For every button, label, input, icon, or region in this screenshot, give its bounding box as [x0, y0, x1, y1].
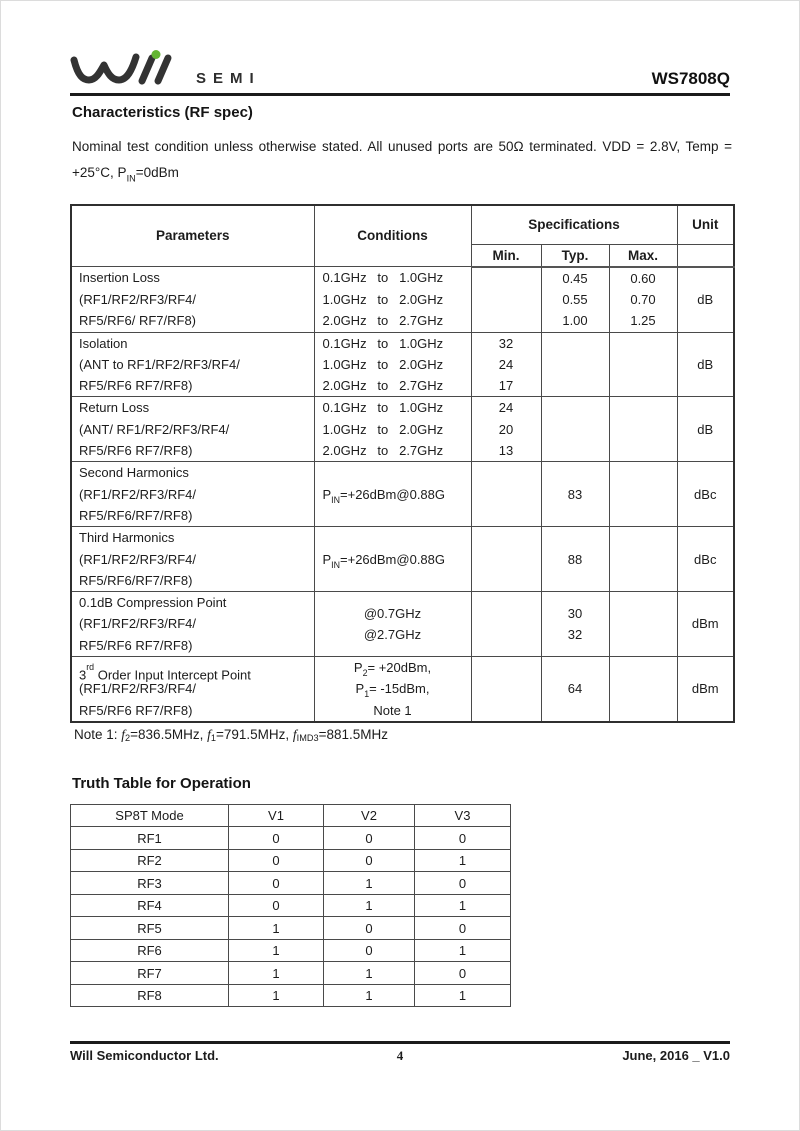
conditions-cell — [314, 527, 471, 592]
mode-cell: RF4 — [71, 894, 229, 917]
truth-table — [70, 804, 511, 1008]
v-cell: 1 — [415, 849, 511, 872]
cell-line: 2.0GHz to 2.7GHz — [322, 378, 444, 394]
spec-row — [71, 657, 734, 722]
text-segment: IMD3 — [296, 732, 319, 743]
text-segment: =+26dBm@0.88G — [340, 551, 445, 567]
logo-semi-text: SEMI — [196, 70, 261, 87]
cell-line: 1.0GHz to 2.0GHz — [322, 356, 444, 372]
parameter-cell — [71, 527, 314, 592]
v-cell: 0 — [324, 827, 415, 850]
unit-cell — [677, 527, 734, 592]
mode-cell: RF5 — [71, 917, 229, 940]
cell-line — [315, 678, 471, 699]
mode-cell: RF8 — [71, 984, 229, 1007]
cell-line: dBc — [694, 551, 717, 567]
min-cell — [471, 267, 541, 332]
cell-line: 0.1dB Compression Point — [79, 595, 227, 611]
cell-line: 32 — [567, 627, 583, 643]
v-cell: 0 — [415, 872, 511, 895]
part-number: WS7808Q — [651, 69, 730, 88]
cell-line: Isolation — [79, 335, 128, 351]
cell-line: RF5/RF6 RF7/RF8) — [79, 702, 193, 718]
cell-line — [315, 549, 471, 570]
v-cell: 1 — [229, 962, 324, 985]
v-cell: 0 — [229, 849, 324, 872]
cell-line: (RF1/RF2/RF3/RF4/ — [79, 486, 197, 502]
spec-table-head — [71, 205, 734, 267]
max-cell — [609, 397, 677, 462]
cell-line: 1.00 — [562, 313, 588, 329]
page-header — [70, 0, 730, 90]
cell-line: 0.60 — [630, 270, 656, 286]
cell-line: 0.70 — [630, 291, 656, 307]
cell-line: Second Harmonics — [79, 465, 189, 481]
spec-row — [71, 332, 734, 397]
spec-row — [71, 397, 734, 462]
cell-line: 0.1GHz to 1.0GHz — [322, 335, 444, 351]
typ-cell — [541, 462, 609, 527]
footer-company: Will Semiconductor Ltd. — [70, 1048, 219, 1063]
mode-cell: RF2 — [71, 849, 229, 872]
cell-line: 2.0GHz to 2.7GHz — [322, 313, 444, 329]
note-1 — [74, 727, 730, 743]
text-segment: P — [353, 660, 363, 676]
conditions-cell — [314, 657, 471, 722]
parameter-cell — [71, 332, 314, 397]
text-segment: = +20dBm, — [367, 660, 432, 676]
text-segment: 1 — [364, 689, 370, 700]
typ-cell — [541, 592, 609, 657]
cell-line: (RF1/RF2/RF3/RF4/ — [79, 681, 197, 697]
cell-line: 1.25 — [630, 313, 656, 329]
cell-line — [315, 484, 471, 505]
v-cell: 0 — [229, 894, 324, 917]
truth-table-head — [71, 804, 511, 827]
v-cell: 1 — [324, 984, 415, 1007]
cell-line: 0.1GHz to 1.0GHz — [322, 270, 444, 286]
cell-line: @0.7GHz — [363, 605, 422, 621]
cell-line: dB — [697, 356, 714, 372]
v-cell: 1 — [229, 917, 324, 940]
min-cell — [471, 397, 541, 462]
header-rule — [70, 93, 730, 96]
v-cell: 0 — [229, 827, 324, 850]
cell-line: RF5/RF6 RF7/RF8) — [79, 378, 193, 394]
v-cell: 0 — [415, 827, 511, 850]
typ-cell — [541, 267, 609, 332]
text-segment: Note 1: — [74, 726, 122, 742]
max-cell — [609, 462, 677, 527]
parameter-cell — [71, 267, 314, 332]
truth-table-body — [71, 827, 511, 1007]
conditions-cell — [314, 267, 471, 332]
parameter-cell — [71, 592, 314, 657]
cell-line: 64 — [567, 681, 583, 697]
cell-line: dBm — [691, 681, 719, 697]
cell-line: 20 — [498, 421, 514, 437]
mode-cell: RF3 — [71, 872, 229, 895]
cell-line: (ANT to RF1/RF2/RF3/RF4/ — [79, 356, 240, 372]
truth-row — [71, 872, 511, 895]
truth-header-row — [71, 804, 511, 827]
v-cell: 0 — [324, 917, 415, 940]
test-conditions-paragraph — [72, 134, 732, 192]
truth-header-cell: V1 — [229, 804, 324, 827]
section-title: Characteristics (RF spec) — [72, 104, 253, 121]
cell-line: @2.7GHz — [363, 627, 422, 643]
text-segment: 3 — [79, 667, 87, 683]
max-cell — [609, 592, 677, 657]
col-header-conditions: Conditions — [314, 205, 471, 267]
cell-line: RF5/RF6/RF7/RF8) — [79, 572, 193, 588]
cell-line: 17 — [498, 378, 514, 394]
cell-line: RF5/RF6/ RF7/RF8) — [79, 313, 197, 329]
mode-cell: RF7 — [71, 962, 229, 985]
footer-date-version: June, 2016 _ V1.0 — [622, 1048, 730, 1063]
page-footer — [70, 1041, 730, 1064]
v-cell: 0 — [415, 917, 511, 940]
cell-line: 24 — [498, 356, 514, 372]
cell-line: dB — [697, 291, 714, 307]
cell-line: dBc — [694, 486, 717, 502]
spec-row — [71, 267, 734, 332]
cell-line: 24 — [498, 400, 514, 416]
spec-table-body — [71, 267, 734, 722]
typ-cell — [541, 397, 609, 462]
min-cell — [471, 657, 541, 722]
parameter-cell — [71, 462, 314, 527]
typ-cell — [541, 657, 609, 722]
typ-cell — [541, 332, 609, 397]
cell-line: 32 — [498, 335, 514, 351]
cell-line: Note 1 — [373, 702, 412, 718]
text-segment: =+26dBm@0.88G — [340, 486, 445, 502]
col-header-specifications: Specifications — [471, 205, 677, 245]
col-header-max: Max. — [609, 245, 677, 267]
cell-line: 88 — [567, 551, 583, 567]
truth-header-cell: V2 — [324, 804, 415, 827]
text-segment: IN — [126, 173, 136, 184]
cell-line — [72, 657, 314, 683]
typ-cell — [541, 527, 609, 592]
unit-cell — [677, 332, 734, 397]
intro-line-2 — [72, 160, 732, 192]
cell-line: Insertion Loss — [79, 270, 160, 286]
page-number: 4 — [396, 1048, 404, 1063]
parameter-cell — [71, 397, 314, 462]
cell-line: 13 — [498, 443, 514, 459]
text-segment: +25°C, P — [72, 165, 127, 180]
conditions-cell — [314, 332, 471, 397]
text-segment: P — [355, 681, 365, 697]
spec-row — [71, 462, 734, 527]
text-segment: IN — [331, 559, 341, 570]
v-cell: 1 — [229, 939, 324, 962]
spec-row — [71, 527, 734, 592]
cell-line: 0.1GHz to 1.0GHz — [322, 400, 444, 416]
cell-line: (RF1/RF2/RF3/RF4/ — [79, 291, 197, 307]
col-header-parameters: Parameters — [71, 205, 314, 267]
unit-cell — [677, 657, 734, 722]
text-segment: =791.5MHz, — [215, 726, 293, 742]
unit-cell — [677, 267, 734, 332]
cell-line: dBm — [691, 616, 719, 632]
cell-line: (RF1/RF2/RF3/RF4/ — [79, 551, 197, 567]
truth-table-title: Truth Table for Operation — [72, 774, 251, 792]
conditions-cell — [314, 462, 471, 527]
v-cell: 0 — [324, 849, 415, 872]
text-segment: Order Input Intercept Point — [94, 667, 251, 683]
conditions-cell — [314, 397, 471, 462]
v-cell: 0 — [415, 962, 511, 985]
v-cell: 1 — [415, 939, 511, 962]
truth-header-cell: SP8T Mode — [71, 804, 229, 827]
v-cell: 1 — [229, 984, 324, 1007]
truth-row — [71, 894, 511, 917]
cell-line: (ANT/ RF1/RF2/RF3/RF4/ — [79, 421, 230, 437]
text-segment: 1 — [210, 732, 216, 743]
v-cell: 1 — [415, 984, 511, 1007]
cell-line: 1.0GHz to 2.0GHz — [322, 421, 444, 437]
cell-line: (RF1/RF2/RF3/RF4/ — [79, 616, 197, 632]
cell-line: 0.55 — [562, 291, 588, 307]
text-segment: f — [292, 726, 297, 742]
text-segment: =0dBm — [135, 165, 179, 180]
max-cell — [609, 527, 677, 592]
parameter-cell — [71, 657, 314, 722]
spec-row — [71, 592, 734, 657]
mode-cell: RF6 — [71, 939, 229, 962]
unit-cell — [677, 592, 734, 657]
min-cell — [471, 462, 541, 527]
text-segment: f — [121, 726, 126, 742]
rf-spec-table — [70, 204, 735, 723]
unit-cell — [677, 397, 734, 462]
max-cell — [609, 657, 677, 722]
truth-row — [71, 984, 511, 1007]
willsemi-logo-mark-icon — [70, 50, 182, 90]
col-header-typ: Typ. — [541, 245, 609, 267]
max-cell — [609, 332, 677, 397]
cell-line: Return Loss — [79, 400, 150, 416]
cell-line: RF5/RF6 RF7/RF8) — [79, 637, 193, 653]
truth-header-cell: V3 — [415, 804, 511, 827]
v-cell: 0 — [229, 872, 324, 895]
cell-line: 83 — [567, 486, 583, 502]
col-header-unit-empty — [677, 245, 734, 267]
text-segment: P — [322, 551, 332, 567]
text-segment: IN — [331, 494, 341, 505]
truth-row — [71, 939, 511, 962]
text-segment: f — [207, 726, 211, 742]
unit-cell — [677, 462, 734, 527]
text-segment: 2 — [362, 667, 368, 678]
intro-line-1: Nominal test condition unless otherwise stated. All unused ports are 50Ω terminated. VDD = 2.8V, Temp = — [72, 139, 732, 154]
text-segment: =881.5MHz — [318, 726, 388, 742]
truth-row — [71, 827, 511, 850]
cell-line: dB — [697, 421, 714, 437]
willsemi-logo — [70, 50, 261, 90]
min-cell — [471, 527, 541, 592]
text-segment: = -15dBm, — [369, 681, 430, 697]
text-segment: rd — [86, 662, 95, 673]
min-cell — [471, 332, 541, 397]
logo-green-dot-icon — [152, 50, 161, 59]
v-cell: 1 — [324, 872, 415, 895]
v-cell: 0 — [324, 939, 415, 962]
truth-row — [71, 849, 511, 872]
truth-row — [71, 917, 511, 940]
cell-line: 30 — [567, 605, 583, 621]
conditions-cell — [314, 592, 471, 657]
cell-line: RF5/RF6 RF7/RF8) — [79, 443, 193, 459]
text-segment: 2 — [125, 732, 131, 743]
cell-line: 1.0GHz to 2.0GHz — [322, 291, 444, 307]
v-cell: 1 — [415, 894, 511, 917]
text-segment: =836.5MHz, — [130, 726, 208, 742]
cell-line: RF5/RF6/RF7/RF8) — [79, 507, 193, 523]
cell-line — [315, 657, 471, 678]
max-cell — [609, 267, 677, 332]
col-header-unit: Unit — [677, 205, 734, 245]
mode-cell: RF1 — [71, 827, 229, 850]
truth-row — [71, 962, 511, 985]
min-cell — [471, 592, 541, 657]
text-segment: P — [322, 486, 332, 502]
cell-line: Third Harmonics — [79, 530, 175, 546]
cell-line: 2.0GHz to 2.7GHz — [322, 443, 444, 459]
v-cell: 1 — [324, 962, 415, 985]
v-cell: 1 — [324, 894, 415, 917]
cell-line: 0.45 — [562, 270, 588, 286]
col-header-min: Min. — [471, 245, 541, 267]
